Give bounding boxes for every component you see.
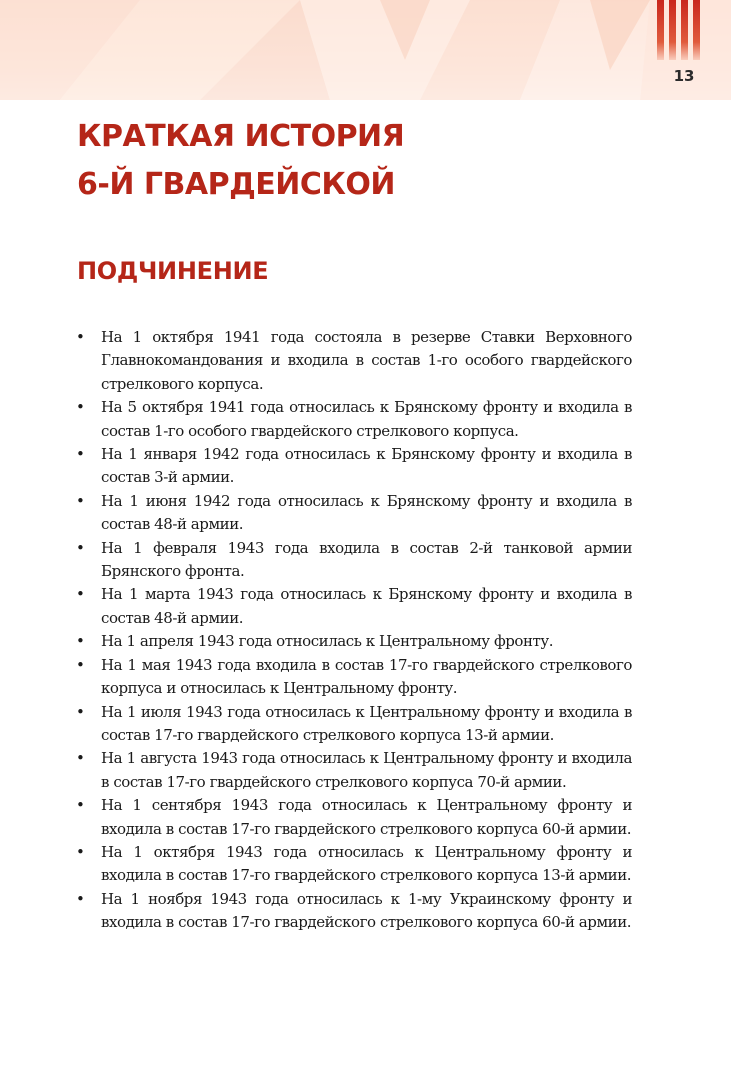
bullet-icon: •: [76, 491, 85, 510]
list-item-text: На 1 августа 1943 года относилась к Центральному фронту и входила в состав 17-го гвардейского стрелкового корпуса 70-й армии.: [101, 749, 632, 791]
list-item: [72, 537, 632, 584]
bullet-icon: •: [76, 842, 85, 861]
list-item: [72, 841, 632, 888]
list-item-text: На 1 октября 1943 года относилась к Центральному фронту и входила в состав 17-го гвардейского стрелкового корпуса 13-й армии.: [101, 842, 632, 885]
list-item: [72, 326, 632, 396]
bullet-icon: •: [76, 796, 85, 815]
bullet-icon: •: [76, 632, 85, 651]
list-item-text: На 5 октября 1941 года относилась к Брянскому фронту и входила в состав 1-го особого гвардейского стрелкового корпуса.: [101, 398, 632, 440]
header-decoration: [0, 0, 731, 100]
bullet-icon: •: [76, 328, 85, 346]
list-item: [72, 443, 632, 490]
list-item-text: На 1 января 1942 года относилась к Брянскому фронту и входила в состав 3-й армии.: [101, 445, 632, 487]
bullet-icon: •: [76, 445, 85, 464]
bullet-icon: •: [76, 889, 85, 908]
bullet-icon: •: [76, 538, 85, 557]
bullet-icon: •: [76, 398, 85, 417]
ribbon-stripes-icon: [657, 0, 699, 60]
list-item: [72, 630, 632, 653]
page-number: 13: [673, 67, 695, 85]
section-heading: ПОДЧИНЕНИЕ: [77, 257, 269, 285]
list-item-text: На 1 июля 1943 года относилась к Центральному фронту и входила в состав 17-го гвардейского стрелкового корпуса 13-й армии.: [101, 702, 632, 744]
bullet-icon: •: [76, 585, 85, 604]
page-title-line: КРАТКАЯ ИСТОРИЯ: [77, 119, 405, 154]
list-item-text: На 1 ноября 1943 года относилась к 1-му Украинскому фронту и входила в состав 17-го гвардейского стрелкового корпуса 60-й армии.: [101, 889, 632, 932]
triangle-pattern-icon: [0, 0, 731, 100]
list-item: [72, 747, 632, 794]
list-item: [72, 490, 632, 537]
list-item-text: На 1 марта 1943 года относилась к Брянскому фронту и входила в состав 48-й армии.: [101, 585, 632, 627]
bullet-icon: •: [76, 655, 85, 674]
list-item: [72, 583, 632, 630]
subordination-list: [72, 326, 632, 935]
list-item: [72, 794, 632, 841]
page-title: [77, 113, 404, 209]
list-item-text: На 1 октября 1941 года состояла в резерве Ставки Верховного Главнокомандования и входила в состав 1-го особого гвардейского стрелкового корпуса.: [101, 328, 632, 393]
list-item-text: На 1 сентября 1943 года относилась к Центральному фронту и входила в состав 17-го гвардейского стрелкового корпуса 60-й армии.: [101, 796, 632, 838]
list-item-text: На 1 февраля 1943 года входила в состав 2-й танковой армии Брянского фронта.: [101, 538, 632, 581]
list-item-text: На 1 мая 1943 года входила в состав 17-го гвардейского стрелкового корпуса и относилась к Центральному фронту.: [101, 655, 632, 698]
list-item: [72, 701, 632, 748]
list-item: [72, 396, 632, 443]
bullet-icon: •: [76, 749, 85, 768]
bullet-icon: •: [76, 702, 85, 721]
list-item: [72, 654, 632, 701]
page-title-line: 6-Й ГВАРДЕЙСКОЙ: [77, 167, 396, 202]
list-item-text: На 1 июня 1942 года относилась к Брянскому фронту и входила в состав 48-й армии.: [101, 491, 632, 534]
list-item-text: На 1 апреля 1943 года относилась к Центральному фронту.: [101, 632, 554, 651]
list-item: [72, 888, 632, 935]
